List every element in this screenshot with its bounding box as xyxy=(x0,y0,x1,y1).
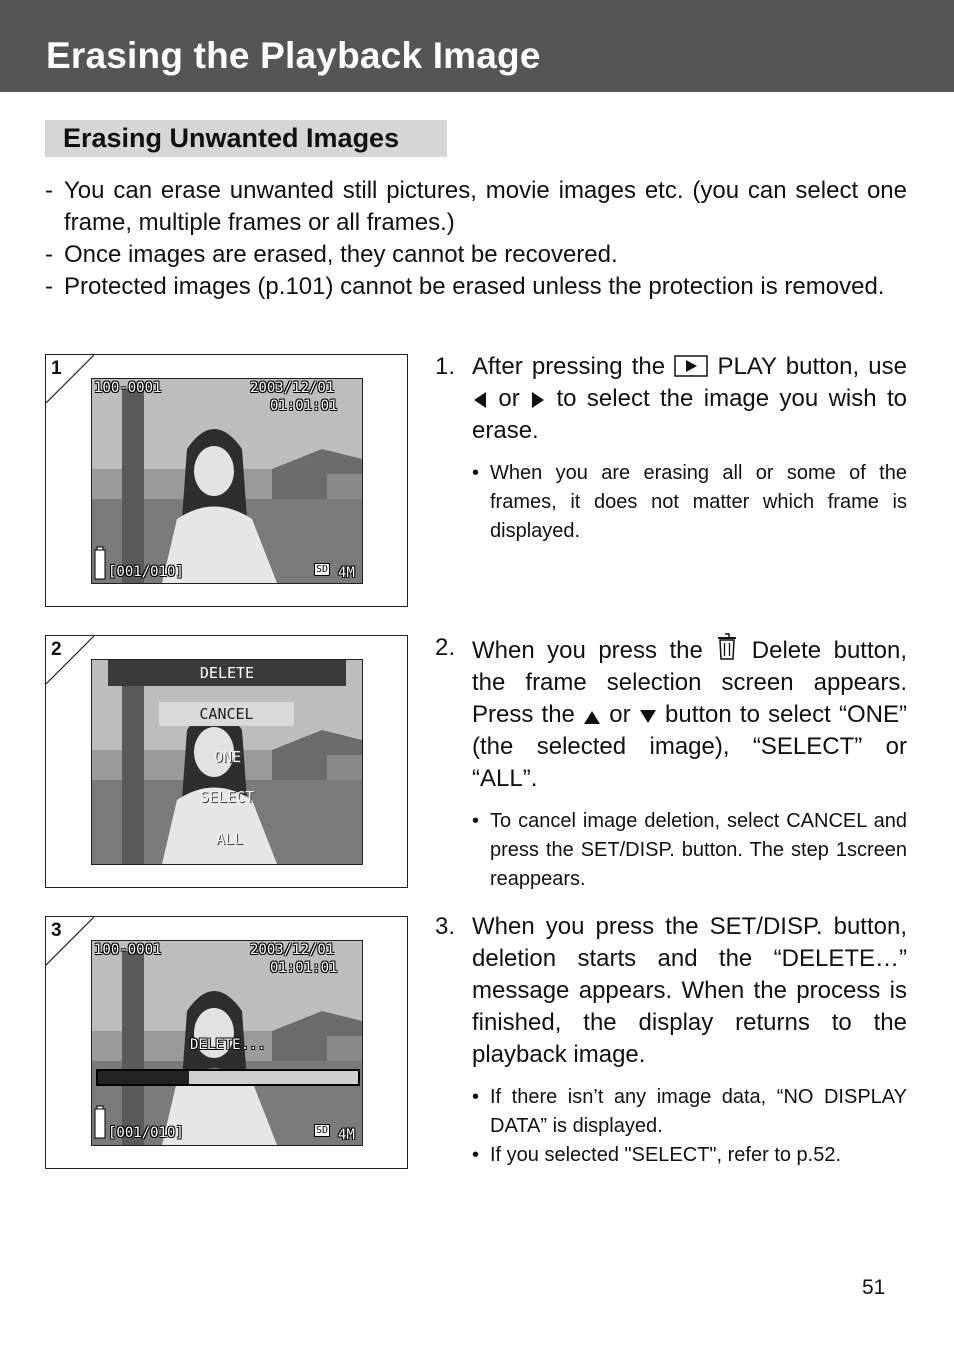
step-2 xyxy=(435,632,907,894)
frame-number: 2 xyxy=(51,639,62,660)
section-heading xyxy=(45,120,447,157)
date-readout: 2003/12/01 xyxy=(250,380,335,396)
camera-screen xyxy=(91,940,363,1146)
down-arrow-icon xyxy=(639,709,657,725)
step-2-notes xyxy=(435,807,907,894)
page-number: 51 xyxy=(862,1276,886,1299)
sd-card-icon: SD xyxy=(316,564,329,575)
frame-counter: [001/010] xyxy=(108,1125,184,1141)
title-bar xyxy=(0,0,954,92)
step-1-text: 1. After pressing the PLAY button, use or to select the image you wish to erase. xyxy=(435,353,908,444)
file-number: 100-0001 xyxy=(94,942,162,958)
sd-card-icon: SD xyxy=(316,1125,329,1136)
file-number: 100-0001 xyxy=(94,380,162,396)
menu-option-one[interactable]: ONE xyxy=(214,748,242,766)
page-title: Erasing the Playback Image xyxy=(46,35,541,76)
note-item: • If there isn’t any image data, “NO DISPLAY DATA” is displayed. xyxy=(472,1086,907,1137)
frame-number: 3 xyxy=(51,920,62,941)
delete-menu-title: DELETE xyxy=(108,660,346,686)
note-item: • To cancel image deletion, select CANCEL and press the SET/DISP. button. The step 1screen reappears. xyxy=(472,810,907,890)
deleting-message: DELETE... xyxy=(190,1037,266,1053)
intro-item: - You can erase unwanted still pictures, movie images etc. (you can select one frame, multiple frames or all frames.) xyxy=(45,177,907,236)
camera-screen xyxy=(91,659,363,865)
step-3 xyxy=(435,911,907,1170)
step-2-text: 2. When you press the Delete button, the frame selection screen appears. Press the or button to select “ONE” (the selected image), “SELECT” or “ALL”. xyxy=(435,634,907,792)
menu-option-cancel[interactable]: CANCEL xyxy=(159,702,294,726)
section-title: Erasing Unwanted Images xyxy=(63,123,400,153)
step-1-notes xyxy=(435,459,907,546)
battery-icon xyxy=(94,546,106,580)
menu-option-all[interactable]: ALL xyxy=(216,830,244,848)
time-readout: 01:01:01 xyxy=(270,960,338,976)
step-3-illustration xyxy=(45,916,408,1169)
note-item: • When you are erasing all or some of the frames, it does not matter which frame is displayed. xyxy=(472,462,907,542)
left-arrow-icon xyxy=(472,391,488,409)
intro-list xyxy=(45,175,907,303)
step-number: 1. xyxy=(435,353,456,380)
image-size: 4M xyxy=(338,565,355,581)
intro-item: - Protected images (p.101) cannot be erased unless the protection is removed. xyxy=(45,273,885,300)
camera-screen xyxy=(91,378,363,584)
intro-item: - Once images are erased, they cannot be recovered. xyxy=(45,241,618,268)
step-number: 3. xyxy=(435,913,456,940)
step-2-illustration xyxy=(45,635,408,888)
menu-option-select[interactable]: SELECT xyxy=(200,788,255,806)
battery-icon xyxy=(94,1105,106,1139)
step-3-text: 3. When you press the SET/DISP. button, deletion starts and the “DELETE…” message appears. When the process is finished, the display returns to the playback image. xyxy=(435,913,907,1068)
time-readout: 01:01:01 xyxy=(270,398,338,414)
delete-progress-bar xyxy=(96,1069,360,1086)
play-icon xyxy=(674,355,708,377)
right-arrow-icon xyxy=(530,391,546,409)
step-1 xyxy=(435,351,907,546)
step-number: 2. xyxy=(435,634,456,661)
date-readout: 2003/12/01 xyxy=(250,942,335,958)
frame-number: 1 xyxy=(51,358,62,379)
up-arrow-icon xyxy=(583,709,601,725)
note-item: • If you selected "SELECT", refer to p.52. xyxy=(472,1144,842,1166)
step-3-notes xyxy=(435,1083,907,1170)
trash-icon xyxy=(715,632,739,662)
image-size: 4M xyxy=(338,1127,355,1143)
step-1-illustration xyxy=(45,354,408,607)
progress-fill xyxy=(98,1071,189,1084)
frame-counter: [001/010] xyxy=(108,564,184,580)
